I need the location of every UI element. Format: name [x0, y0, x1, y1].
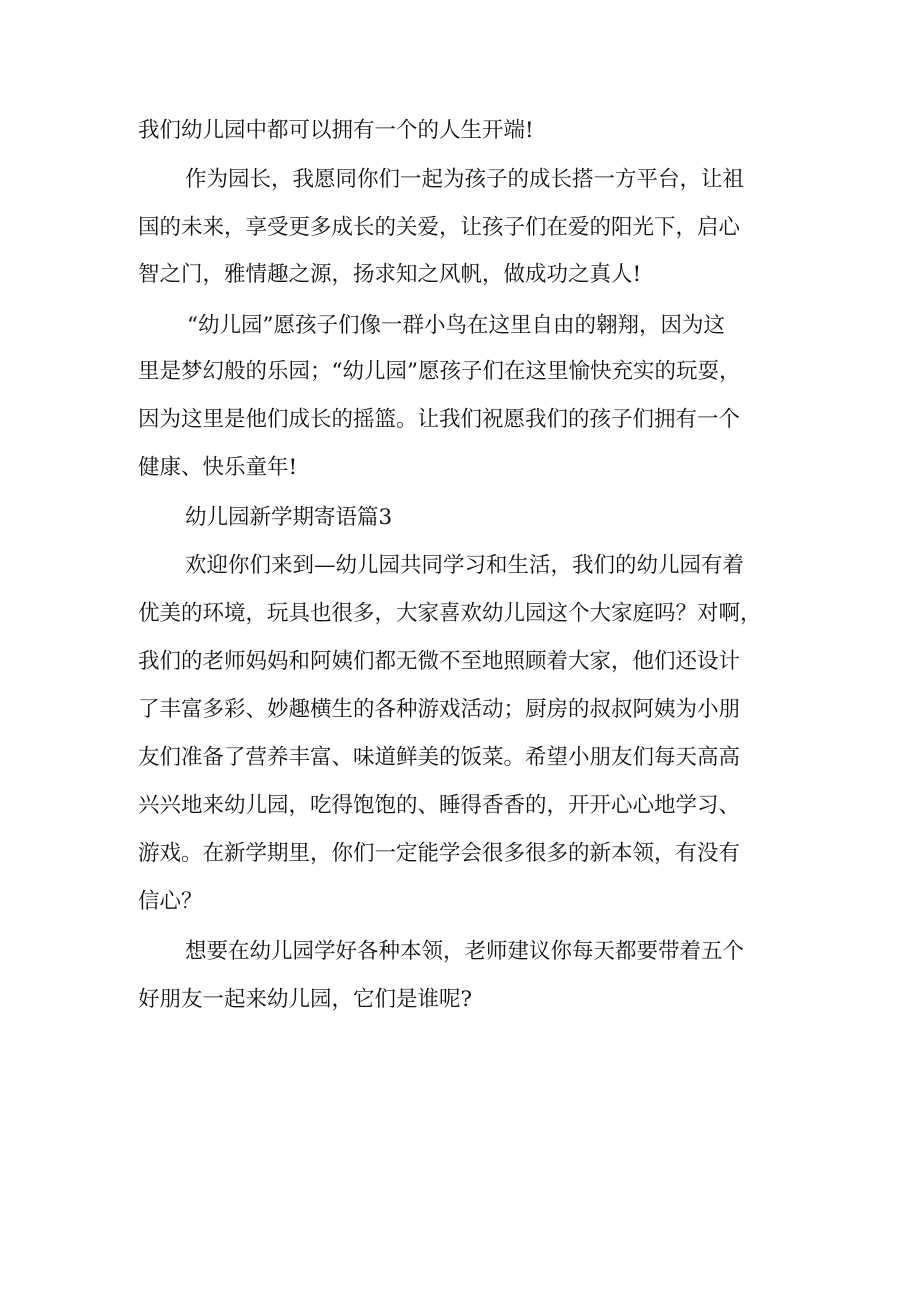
body-text-line: 智之门，雅情趣之源，扬求知之风帆，做成功之真人! [138, 262, 642, 287]
body-text-line: 因为这里是他们成长的摇篮。让我们祝愿我们的孩子们拥有一个 [138, 407, 741, 432]
body-text-line: 优美的环境，玩具也很多，大家喜欢幼儿园这个大家庭吗？对啊， [138, 601, 762, 626]
section-heading: 幼儿园新学期寄语篇3 [185, 505, 393, 530]
body-text-line: 我们幼儿园中都可以拥有一个的人生开端! [138, 118, 534, 143]
body-text-line: 友们准备了营养丰富、味道鲜美的饭菜。希望小朋友们每天高高 [138, 745, 741, 770]
body-text-line: 欢迎你们来到—幼儿园共同学习和生活，我们的幼儿园有着 [185, 553, 745, 578]
body-text-line: 信心？ [138, 889, 203, 914]
body-text-line: 想要在幼儿园学好各种本领，老师建议你每天都要带着五个 [185, 939, 745, 964]
body-text-line: 健康、快乐童年! [138, 455, 298, 480]
body-text-line: 作为园长，我愿同你们一起为孩子的成长搭一方平台，让祖 [185, 167, 745, 192]
body-text-line: 好朋友一起来幼儿园，它们是谁呢? [138, 987, 473, 1012]
body-text-line: 里是梦幻般的乐园；“幼儿园”愿孩子们在这里愉快充实的玩耍， [138, 359, 741, 384]
body-text-line: 兴兴地来幼儿园，吃得饱饱的、睡得香香的，开开心心地学习、 [138, 793, 741, 818]
body-text-line: “幼儿园”愿孩子们像一群小鸟在这里自由的翱翔，因为这 [187, 313, 725, 338]
body-text-line: 了丰富多彩、妙趣横生的各种游戏活动；厨房的叔叔阿姨为小朋 [138, 697, 741, 722]
body-text-line: 国的未来，享受更多成长的关爱，让孩子们在爱的阳光下，启心 [138, 215, 741, 240]
body-text-line: 游戏。在新学期里，你们一定能学会很多很多的新本领，有没有 [138, 841, 741, 866]
body-text-line: 我们的老师妈妈和阿姨们都无微不至地照顾着大家，他们还设计 [138, 649, 741, 674]
